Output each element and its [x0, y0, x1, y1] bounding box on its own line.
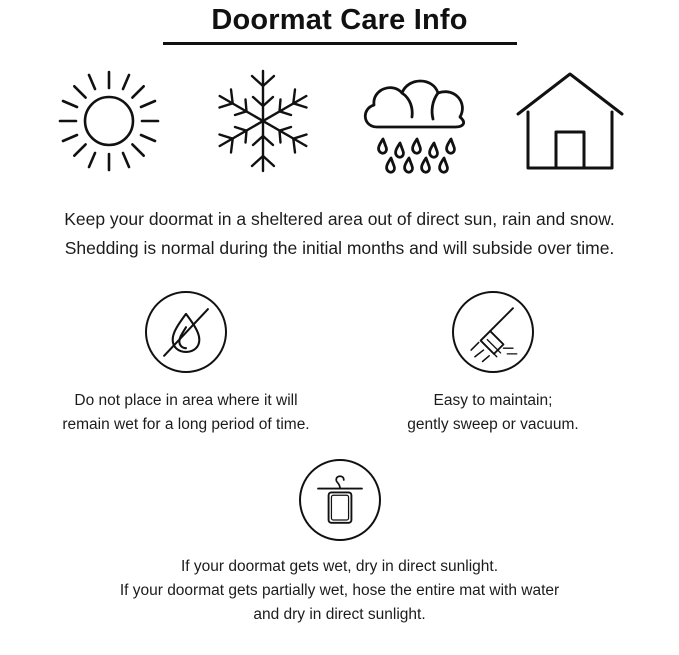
- main-text-line-2: Shedding is normal during the initial months and will subside over time.: [64, 238, 615, 258]
- no-water-drop-icon: [145, 291, 227, 373]
- title-block: [0, 0, 679, 45]
- hang-dry-mat-icon: [299, 459, 381, 541]
- rain-cloud-icon: [355, 65, 477, 182]
- easy-maintain-caption: [407, 389, 578, 437]
- weather-icon-row: [0, 45, 679, 183]
- drying-line-3: and dry in direct sunlight.: [253, 606, 426, 623]
- no-water-caption: [62, 389, 309, 437]
- no-water-section: [36, 291, 336, 437]
- drying-line-1: If your doormat gets wet, dry in direct sunlight.: [180, 558, 499, 575]
- drying-caption: [120, 555, 559, 627]
- no-water-line-2: remain wet for a long period of time.: [62, 416, 310, 433]
- house-icon: [512, 68, 628, 179]
- drying-line-2: If your doormat gets partially wet, hose the entire mat with water: [119, 582, 560, 599]
- no-water-line-1: Do not place in area where it will: [74, 392, 298, 409]
- weather-cell-sun: [44, 63, 174, 183]
- drying-section: [0, 437, 679, 627]
- broom-sweep-icon: [452, 291, 534, 373]
- easy-maintain-line-2: gently sweep or vacuum.: [407, 416, 579, 433]
- two-column-section: [0, 263, 679, 437]
- main-text-line-1: Keep your doormat in a sheltered area out of direct sun, rain and snow.: [64, 209, 615, 229]
- weather-cell-house: [505, 63, 635, 183]
- page-title: Doormat Care Info: [211, 4, 468, 36]
- snowflake-icon: [210, 66, 316, 181]
- easy-maintain-line-1: Easy to maintain;: [433, 392, 553, 409]
- main-care-text: [0, 183, 679, 263]
- weather-cell-snow: [198, 63, 328, 183]
- easy-maintain-section: [343, 291, 643, 437]
- weather-cell-rain: [351, 63, 481, 183]
- sun-icon: [54, 66, 164, 181]
